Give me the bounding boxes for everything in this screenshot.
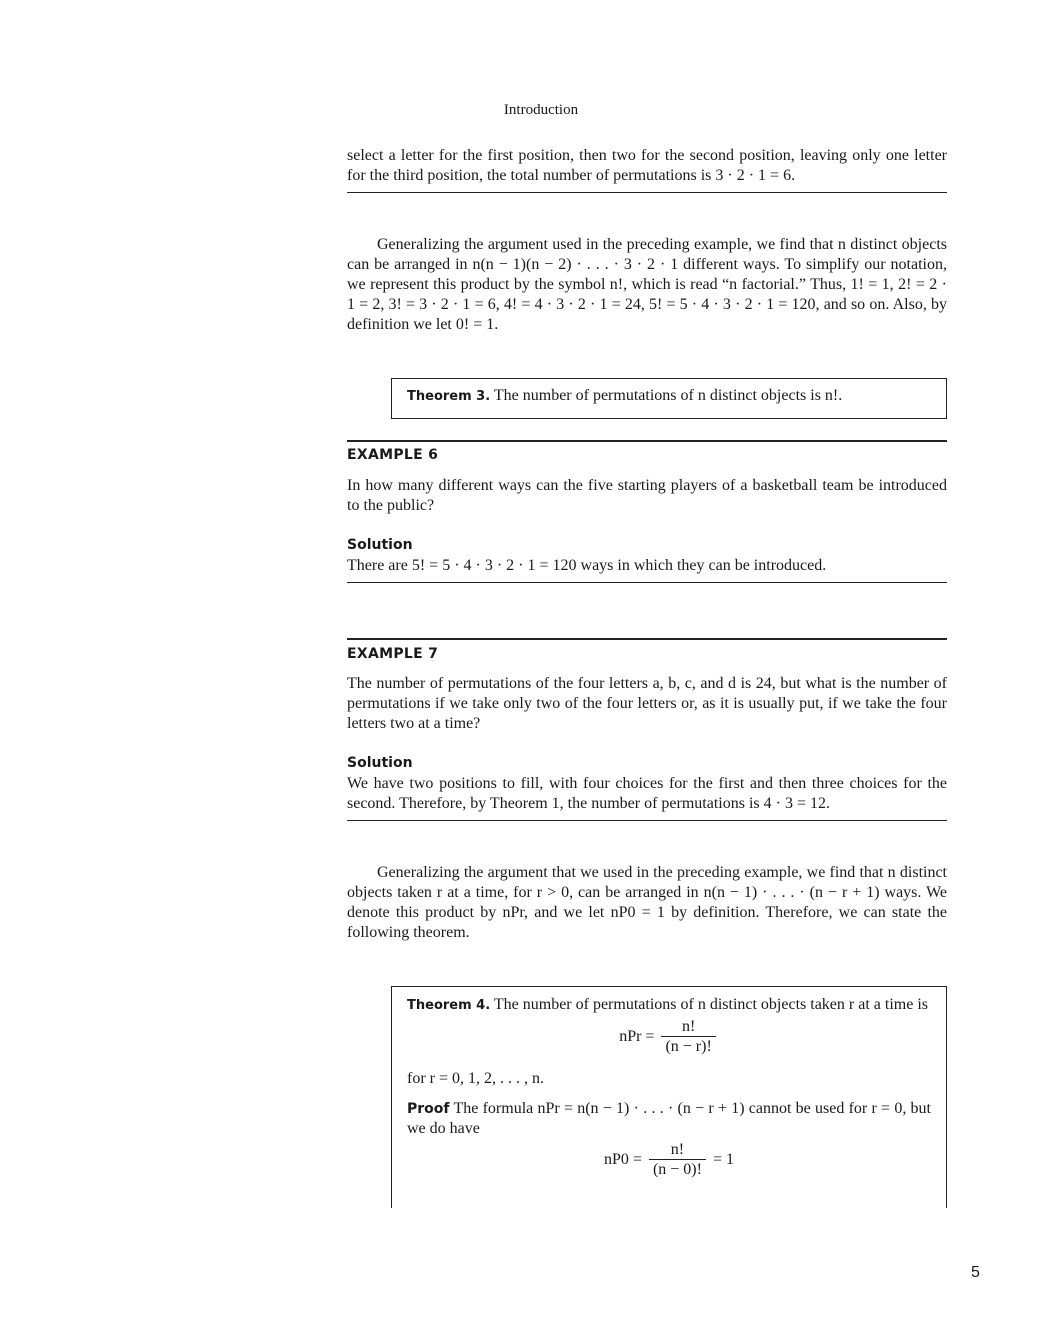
theorem-3-text: The number of permutations of n distinct objects is n!. <box>493 387 843 404</box>
theorem-4-denominator: (n − r)! <box>661 1036 715 1057</box>
example-7-heading: EXAMPLE 7 <box>347 646 439 662</box>
example-6-solution: There are 5! = 5 · 4 · 3 · 2 · 1 = 120 ways in which they can be introduced. <box>347 557 827 574</box>
example-6-solution-heading: Solution <box>347 537 413 553</box>
example-7-top-rule <box>347 638 947 640</box>
theorem-4-text: The number of permutations of n distinct objects taken r at a time is <box>493 996 928 1013</box>
intro-tail-paragraph: select a letter for the first position, then two for the second position, leaving only one letter for the third position, the total number of permutations is 3 · 2 · 1 = 6. <box>347 147 947 184</box>
example-7-solution-heading: Solution <box>347 755 413 771</box>
proof-formula <box>407 1141 931 1180</box>
theorem-4-formula-lhs: nPr = <box>619 1028 655 1046</box>
example-6-bottom-rule <box>347 582 947 583</box>
example-7-question: The number of permutations of the four letters a, b, c, and d is 24, but what is the number of permutations if we take only two of the four letters or, as it is usually put, if we take the four letters two at a time? <box>347 675 947 732</box>
generalization-paragraph-1: Generalizing the argument used in the preceding example, we find that n distinct objects can be arranged in n(n − 1)(n − 2) · . . . · 3 · 2 · 1 different ways. To simplify our notation, we represent this product by the symbol n!, which is read “n factorial.” Thus, 1! = 1, 2! = 2 · 1 = 2, 3! = 3 · 2 · 1 = 6, 4! = 4 · 3 · 2 · 1 = 24, 5! = 5 · 4 · 3 · 2 · 1 = 120, and so on. Also, by definition we let 0! = 1. <box>347 236 947 333</box>
proof-formula-lhs: nP0 = <box>604 1151 642 1169</box>
page-number: 5 <box>971 1264 980 1281</box>
theorem-4-numerator: n! <box>681 1018 696 1035</box>
theorem-4-range: for r = 0, 1, 2, . . . , n. <box>407 1070 545 1087</box>
theorem-4-label: Theorem 4. <box>407 998 491 1013</box>
theorem-3-label: Theorem 3. <box>407 389 491 404</box>
example-6-question: In how many different ways can the five starting players of a basketball team be introduced to the public? <box>347 477 947 514</box>
running-header: Introduction <box>503 102 579 118</box>
proof-formula-rhs: = 1 <box>712 1151 734 1169</box>
theorem-3-box <box>391 378 947 419</box>
theorem-4-box <box>391 986 947 1208</box>
example-6-heading: EXAMPLE 6 <box>347 447 439 463</box>
proof-denominator: (n − 0)! <box>649 1159 706 1180</box>
proof-fraction <box>649 1141 706 1180</box>
example-7-bottom-rule <box>347 820 947 821</box>
proof-text: The formula nPr = n(n − 1) · . . . · (n − r + 1) cannot be used for r = 0, but we do have <box>407 1100 932 1137</box>
proof-label: Proof <box>407 1101 450 1117</box>
divider <box>347 192 947 193</box>
example-7-solution: We have two positions to fill, with four choices for the first and then three choices for the second. Therefore, by Theorem 1, the number of permutations is 4 · 3 = 12. <box>347 775 947 812</box>
generalization-paragraph-2: Generalizing the argument that we used in the preceding example, we find that n distinct objects taken r at a time, for r > 0, can be arranged in n(n − 1) · . . . · (n − r + 1) ways. We denote this product by nPr, and we let nP0 = 1 by definition. Therefore, we can state the following theorem. <box>347 864 947 941</box>
theorem-4-formula <box>407 1018 931 1057</box>
theorem-4-fraction <box>661 1018 715 1057</box>
proof-numerator: n! <box>670 1141 685 1158</box>
example-6-top-rule <box>347 440 947 442</box>
